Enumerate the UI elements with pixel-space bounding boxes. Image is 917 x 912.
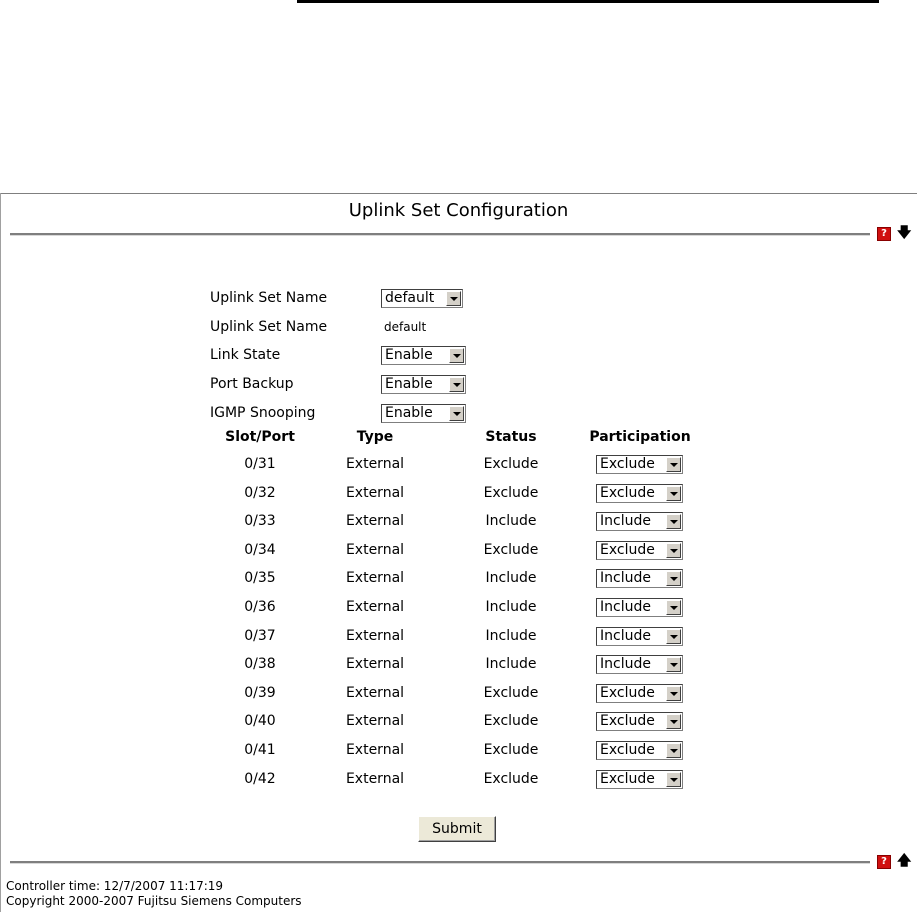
cell-type: External — [345, 599, 405, 615]
cell-type: External — [345, 513, 405, 529]
top-black-bar — [297, 0, 879, 3]
cell-slot-port: 0/38 — [244, 656, 276, 672]
chevron-down-icon — [449, 348, 464, 363]
content-frame — [0, 193, 917, 912]
top-divider — [10, 233, 870, 236]
participation-select[interactable] — [596, 598, 683, 617]
cell-status: Include — [485, 599, 537, 615]
controller-time: Controller time: 12/7/2007 11:17:19 — [6, 879, 224, 893]
submit-button[interactable]: Submit — [418, 816, 496, 842]
cell-status: Exclude — [483, 713, 539, 729]
bottom-divider — [10, 861, 870, 864]
participation-select-value: Exclude — [600, 542, 655, 558]
cell-status: Include — [485, 656, 537, 672]
chevron-down-icon — [666, 457, 681, 472]
chevron-down-icon — [449, 377, 464, 392]
cell-type: External — [345, 742, 405, 758]
participation-select[interactable] — [596, 484, 683, 503]
uplink-set-name-select[interactable] — [381, 289, 463, 308]
participation-select-value: Include — [600, 570, 651, 586]
arrow-down-icon[interactable]: 🡇 — [897, 225, 912, 241]
participation-select[interactable] — [596, 655, 683, 674]
cell-slot-port: 0/33 — [244, 513, 276, 529]
link-state-label: Link State — [210, 347, 281, 363]
cell-type: External — [345, 685, 405, 701]
participation-select[interactable] — [596, 512, 683, 531]
participation-select[interactable] — [596, 455, 683, 474]
chevron-down-icon — [446, 291, 461, 306]
port-backup-select[interactable] — [381, 375, 466, 394]
uplink-set-name-label-2: Uplink Set Name — [210, 319, 328, 335]
participation-select-value: Exclude — [600, 742, 655, 758]
igmp-snooping-label: IGMP Snooping — [210, 405, 316, 421]
igmp-snooping-select-value: Enable — [385, 405, 433, 421]
help-icon[interactable]: ? — [877, 227, 891, 241]
participation-select-value: Exclude — [600, 685, 655, 701]
frame-left-border — [0, 193, 1, 912]
chevron-down-icon — [666, 714, 681, 729]
col-header-slot-port: Slot/Port — [225, 429, 295, 445]
chevron-down-icon — [666, 657, 681, 672]
help-icon[interactable]: ? — [877, 855, 891, 869]
chevron-down-icon — [666, 629, 681, 644]
cell-type: External — [345, 485, 405, 501]
cell-status: Include — [485, 513, 537, 529]
cell-status: Include — [485, 570, 537, 586]
col-header-participation: Participation — [589, 429, 691, 445]
cell-type: External — [345, 656, 405, 672]
cell-type: External — [345, 456, 405, 472]
cell-slot-port: 0/39 — [244, 685, 276, 701]
link-state-select[interactable] — [381, 346, 466, 365]
participation-select-value: Include — [600, 599, 651, 615]
cell-status: Exclude — [483, 742, 539, 758]
participation-select-value: Include — [600, 628, 651, 644]
col-header-status: Status — [485, 429, 537, 445]
chevron-down-icon — [666, 743, 681, 758]
participation-select-value: Exclude — [600, 713, 655, 729]
participation-select-value: Exclude — [600, 456, 655, 472]
cell-type: External — [345, 570, 405, 586]
chevron-down-icon — [666, 686, 681, 701]
cell-slot-port: 0/40 — [244, 713, 276, 729]
frame-top-border — [0, 193, 917, 194]
chevron-down-icon — [666, 486, 681, 501]
uplink-set-name-value: default — [384, 320, 427, 334]
participation-select[interactable] — [596, 684, 683, 703]
cell-type: External — [345, 771, 405, 787]
participation-select[interactable] — [596, 627, 683, 646]
participation-select[interactable] — [596, 569, 683, 588]
cell-slot-port: 0/35 — [244, 570, 276, 586]
participation-select-value: Exclude — [600, 771, 655, 787]
uplink-set-name-select-value: default — [385, 290, 435, 306]
cell-slot-port: 0/34 — [244, 542, 276, 558]
participation-select[interactable] — [596, 541, 683, 560]
col-header-type: Type — [356, 429, 394, 445]
cell-type: External — [345, 542, 405, 558]
cell-status: Exclude — [483, 485, 539, 501]
participation-select-value: Exclude — [600, 485, 655, 501]
igmp-snooping-select[interactable] — [381, 404, 466, 423]
cell-status: Exclude — [483, 542, 539, 558]
chevron-down-icon — [666, 543, 681, 558]
link-state-select-value: Enable — [385, 347, 433, 363]
cell-status: Exclude — [483, 685, 539, 701]
page-title: Uplink Set Configuration — [348, 200, 569, 221]
port-backup-select-value: Enable — [385, 376, 433, 392]
chevron-down-icon — [666, 600, 681, 615]
cell-status: Exclude — [483, 456, 539, 472]
participation-select-value: Include — [600, 656, 651, 672]
chevron-down-icon — [666, 571, 681, 586]
cell-slot-port: 0/37 — [244, 628, 276, 644]
chevron-down-icon — [666, 514, 681, 529]
uplink-set-name-label: Uplink Set Name — [210, 290, 328, 306]
cell-type: External — [345, 713, 405, 729]
port-backup-label: Port Backup — [210, 376, 294, 392]
cell-slot-port: 0/32 — [244, 485, 276, 501]
cell-slot-port: 0/41 — [244, 742, 276, 758]
chevron-down-icon — [449, 406, 464, 421]
cell-status: Include — [485, 628, 537, 644]
copyright: Copyright 2000-2007 Fujitsu Siemens Computers — [6, 894, 302, 908]
cell-status: Exclude — [483, 771, 539, 787]
chevron-down-icon — [666, 772, 681, 787]
participation-select[interactable] — [596, 741, 683, 760]
cell-slot-port: 0/31 — [244, 456, 276, 472]
participation-select[interactable] — [596, 712, 683, 731]
participation-select-value: Include — [600, 513, 651, 529]
arrow-up-icon[interactable]: 🡅 — [897, 853, 912, 869]
participation-select[interactable] — [596, 770, 683, 789]
cell-slot-port: 0/36 — [244, 599, 276, 615]
cell-type: External — [345, 628, 405, 644]
cell-slot-port: 0/42 — [244, 771, 276, 787]
